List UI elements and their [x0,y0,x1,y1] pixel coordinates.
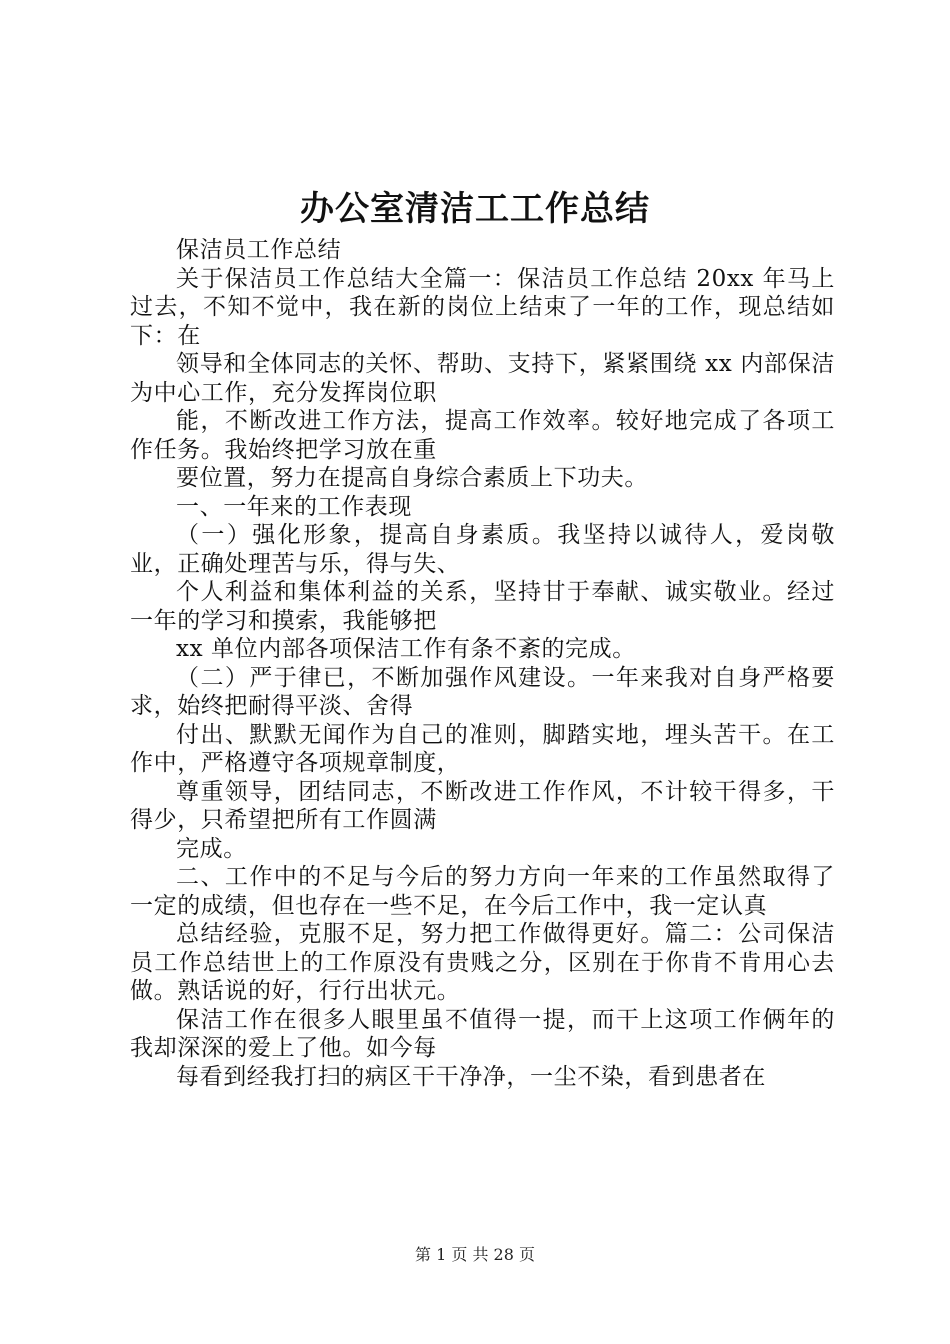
section-heading: 一、一年来的工作表现 [176,493,412,520]
paragraph: 总结经验，克服不足，努力把工作做得更好。篇二：公司保洁员工作总结世上的工作原没有贵贱之分，区别在于你肯不肯用心去做。熟话说的好，行行出状元。 [130,921,835,1004]
paragraph: （一）强化形象，提高自身素质。我坚持以诚待人，爱岗敬业，正确处理苦与乐，得与失、 [130,522,835,577]
paragraph: xx 单位内部各项保洁工作有条不紊的完成。 [176,636,636,662]
paragraph: 领导和全体同志的关怀、帮助、支持下，紧紧围绕 xx 内部保洁为中心工作，充分发挥岗位职 [130,351,835,406]
paragraph: 每看到经我打扫的病区干干净净，一尘不染，看到患者在 [176,1063,766,1090]
paragraph: 关于保洁员工作总结大全篇一：保洁员工作总结 20xx 年马上过去，不知不觉中，我在新的岗位上结束了一年的工作，现总结如下：在 [130,265,835,349]
document-body [130,236,835,1091]
paragraph: 要位置，努力在提高自身综合素质上下功夫。 [176,465,648,491]
document-title: 办公室清洁工工作总结 [300,189,650,229]
paragraph: （二）严于律已，不断加强作风建设。一年来我对自身严格要求，始终把耐得平淡、舍得 [130,664,835,719]
paragraph: 保洁员工作总结 [176,237,342,263]
paragraph: 二、工作中的不足与今后的努力方向一年来的工作虽然取得了一定的成绩，但也存在一些不足，在今后工作中，我一定认真 [130,864,835,919]
paragraph: 尊重领导，团结同志，不断改进工作作风，不计较干得多，干得少，只希望把所有工作圆满 [130,778,835,833]
paragraph: 完成。 [176,835,247,862]
paragraph: 保洁工作在很多人眼里虽不值得一提，而干上这项工作俩年的我却深深的爱上了他。如今每 [130,1006,835,1061]
paragraph: 个人利益和集体利益的关系，坚持甘于奉献、诚实敬业。经过一年的学习和摸索，我能够把 [130,579,835,634]
page-number-footer: 第 1 页 共 28 页 [415,1245,535,1264]
paragraph: 付出、默默无闻作为自己的准则，脚踏实地，埋头苦干。在工作中，严格遵守各项规章制度， [130,721,835,776]
paragraph: 能，不断改进工作方法，提高工作效率。较好地完成了各项工作任务。我始终把学习放在重 [130,408,835,463]
